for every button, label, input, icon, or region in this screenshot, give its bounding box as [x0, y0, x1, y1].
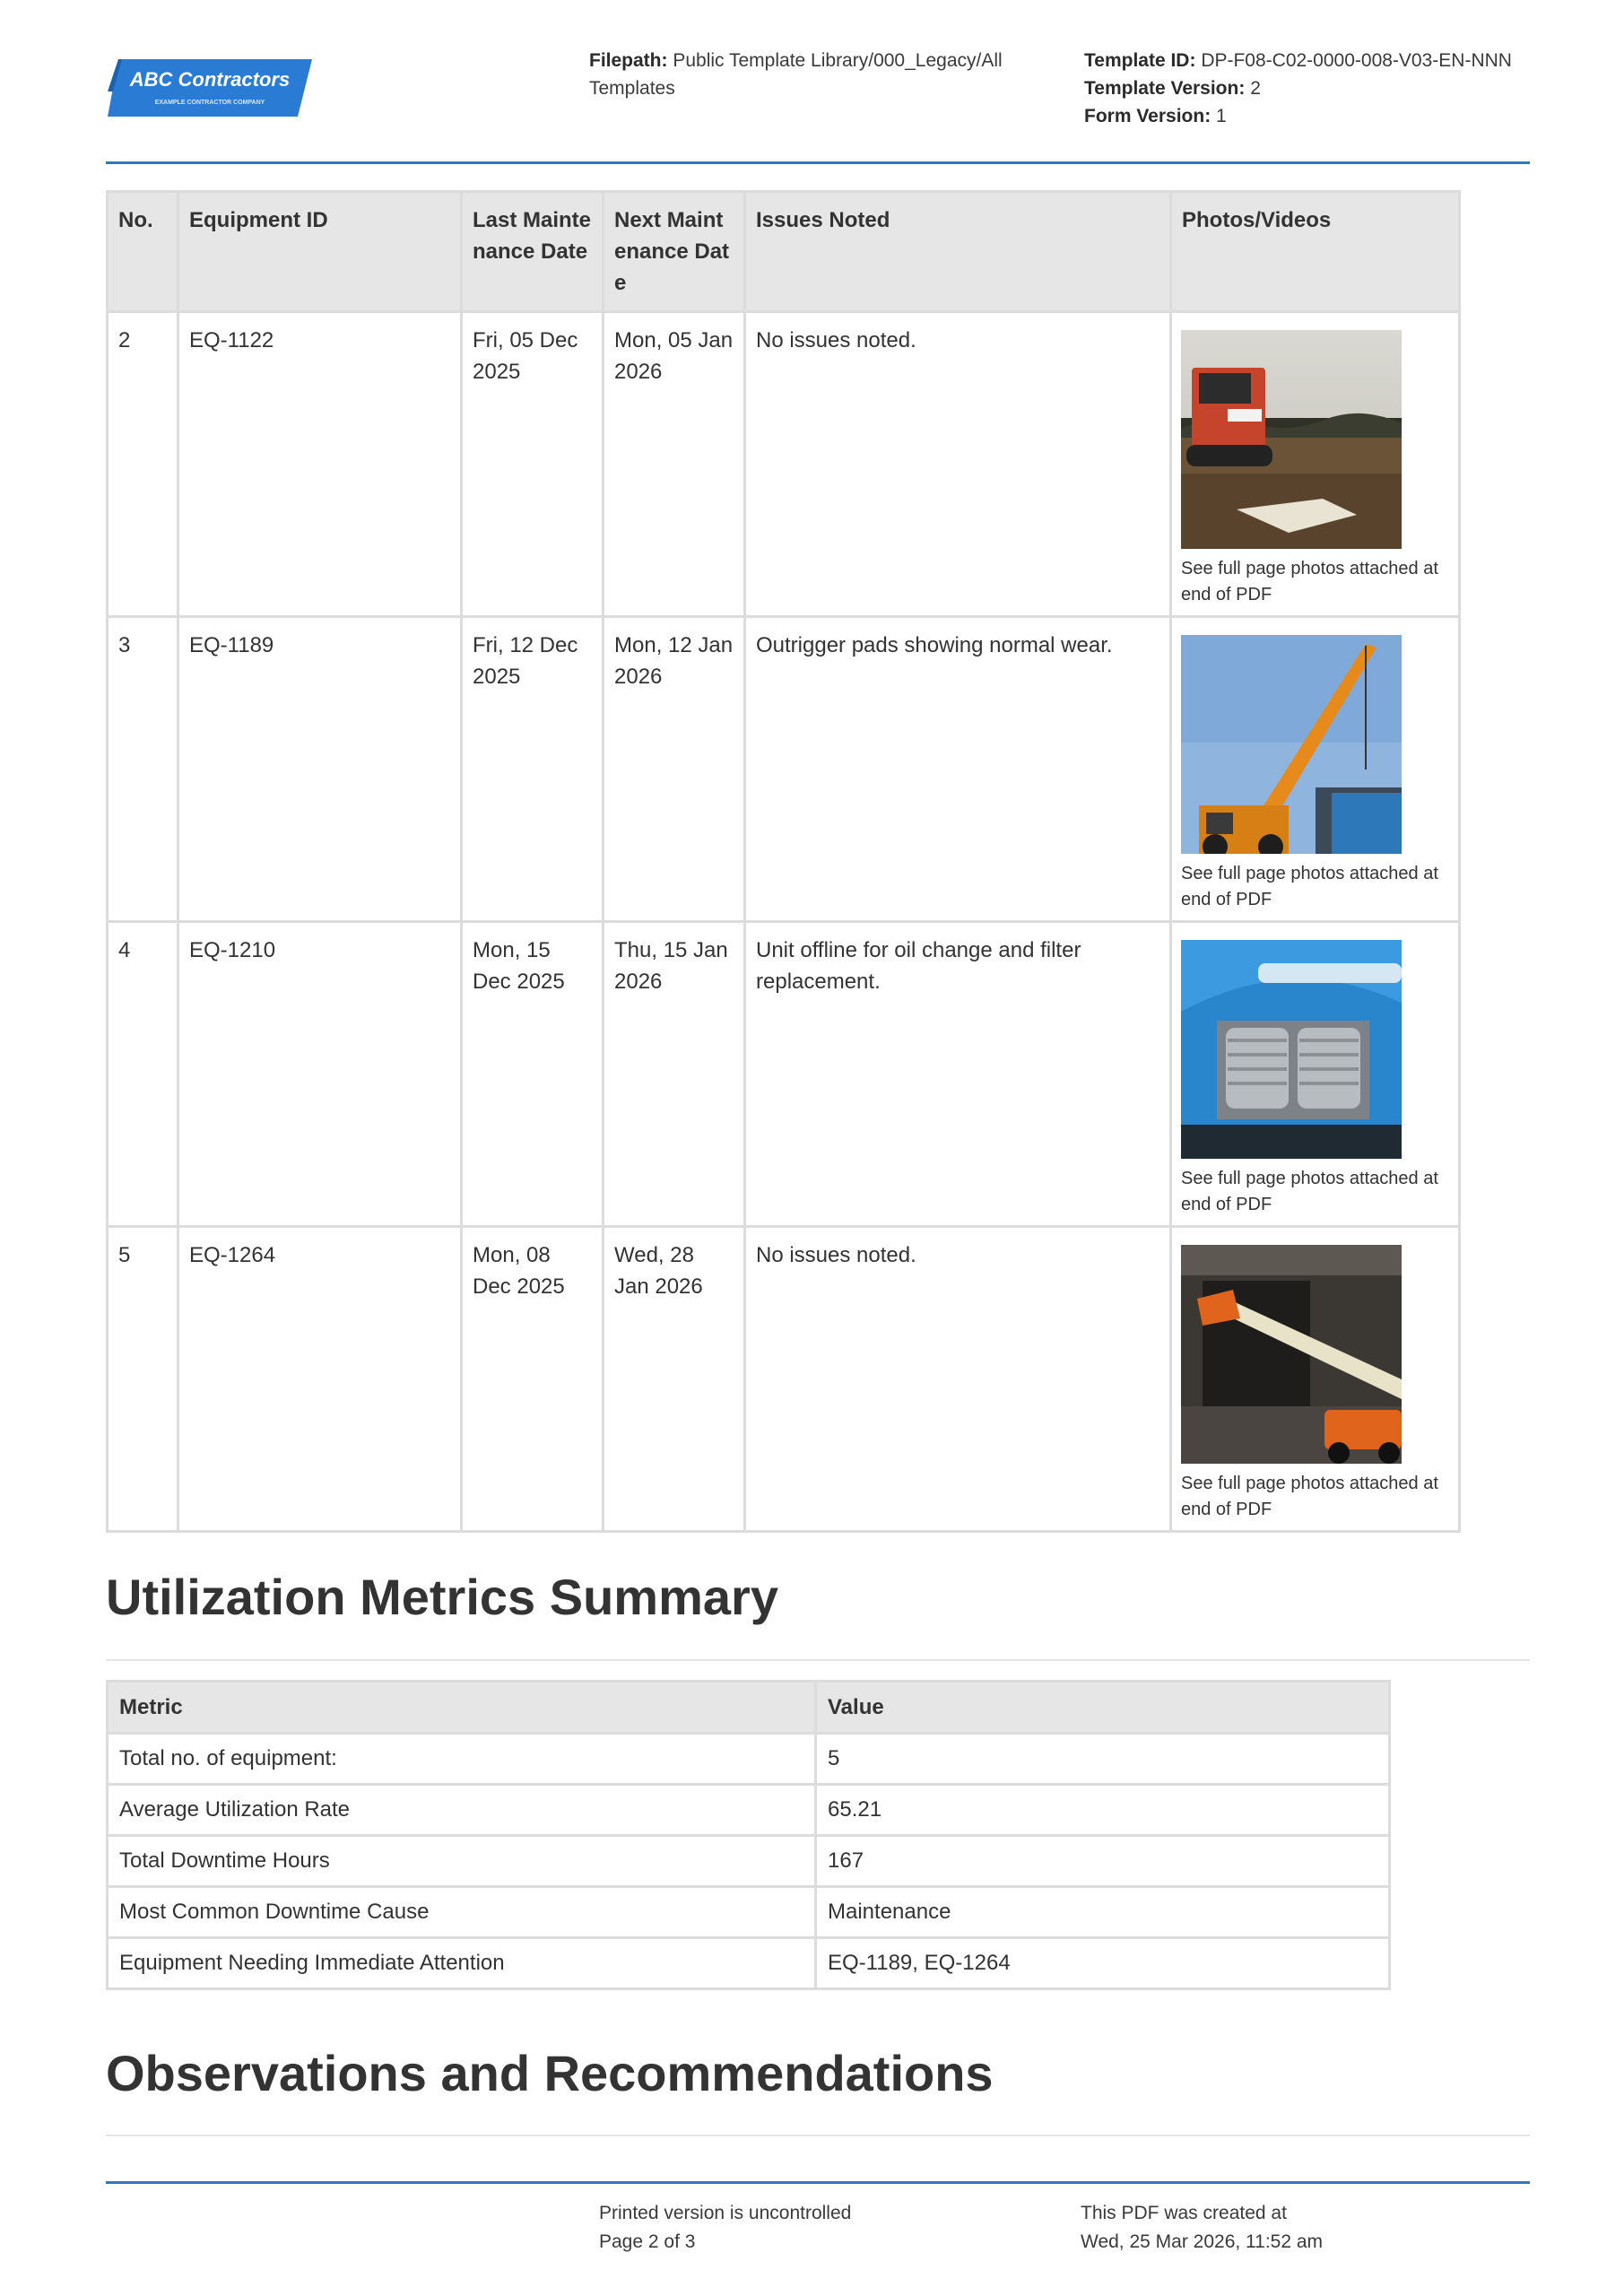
col-header-no: No.: [108, 192, 178, 312]
filepath-value: Public Template Library/000_Legacy/All Templates: [589, 50, 1003, 99]
form-version-label: Form Version:: [1084, 106, 1211, 126]
cell-metric: Total no. of equipment:: [108, 1734, 816, 1785]
cell-metric: Total Downtime Hours: [108, 1836, 816, 1887]
boom-lift-photo[interactable]: [1181, 1245, 1402, 1464]
template-meta: [1084, 47, 1586, 130]
cell-no: 4: [108, 922, 178, 1227]
cell-metric: Equipment Needing Immediate Attention: [108, 1938, 816, 1989]
table-row: [108, 617, 1460, 922]
col-header-equipment-id: Equipment ID: [178, 192, 462, 312]
cell-photo: [1171, 922, 1460, 1227]
col-header-photos: Photos/Videos: [1171, 192, 1460, 312]
mobile-crane-photo[interactable]: [1181, 635, 1402, 854]
page-number: Page 2 of 3: [599, 2231, 696, 2252]
footer-right: [1081, 2199, 1323, 2257]
cell-metric: Most Common Downtime Cause: [108, 1887, 816, 1938]
equipment-table: [106, 190, 1461, 1533]
cell-photo: [1171, 1227, 1460, 1532]
cell-metric: Average Utilization Rate: [108, 1785, 816, 1836]
template-id: [1084, 47, 1586, 74]
cell-issues: No issues noted.: [745, 312, 1171, 617]
form-version-value: 1: [1216, 106, 1227, 126]
table-row: [108, 312, 1460, 617]
cell-value: 65.21: [816, 1785, 1390, 1836]
metrics-table: [106, 1680, 1391, 1990]
cell-value: EQ-1189, EQ-1264: [816, 1938, 1390, 1989]
template-version-label: Template Version:: [1084, 78, 1246, 99]
cell-equipment-id: EQ-1210: [178, 922, 462, 1227]
created-label: This PDF was created at: [1081, 2203, 1287, 2223]
footer-left: [599, 2199, 851, 2257]
header-divider: [106, 161, 1530, 164]
cell-last-maintenance: Mon, 15 Dec 2025: [462, 922, 604, 1227]
template-id-label: Template ID:: [1084, 50, 1196, 71]
filepath-label: Filepath:: [589, 50, 668, 71]
cell-issues: Outrigger pads showing normal wear.: [745, 617, 1171, 922]
cell-last-maintenance: Fri, 12 Dec 2025: [462, 617, 604, 922]
cell-photo: [1171, 312, 1460, 617]
col-header-value: Value: [816, 1682, 1390, 1734]
table-row: [108, 922, 1460, 1227]
cell-no: 3: [108, 617, 178, 922]
svg-text:ABC Contractors: ABC Contractors: [129, 68, 291, 91]
cell-last-maintenance: Fri, 05 Dec 2025: [462, 312, 604, 617]
table-row: [108, 1836, 1390, 1887]
filepath-info: [589, 47, 1038, 102]
cell-equipment-id: EQ-1122: [178, 312, 462, 617]
photo-caption: See full page photos attached at end of PDF: [1181, 1474, 1438, 1519]
table-row: [108, 1785, 1390, 1836]
template-id-value: DP-F08-C02-0000-008-V03-EN-NNN: [1201, 50, 1512, 71]
diesel-engine-photo[interactable]: [1181, 940, 1402, 1159]
skid-steer-loader-photo[interactable]: [1181, 330, 1402, 549]
table-row: [108, 1227, 1460, 1532]
table-header-row: [108, 1682, 1390, 1734]
col-header-issues: Issues Noted: [745, 192, 1171, 312]
col-header-last-maintenance: Last Maintenance Date: [462, 192, 604, 312]
table-header-row: [108, 192, 1460, 312]
section-divider: [106, 2135, 1530, 2136]
created-timestamp: Wed, 25 Mar 2026, 11:52 am: [1081, 2231, 1324, 2252]
cell-no: 2: [108, 312, 178, 617]
uncontrolled-notice: Printed version is uncontrolled: [599, 2203, 852, 2223]
cell-value: 167: [816, 1836, 1390, 1887]
cell-issues: Unit offline for oil change and filter replacement.: [745, 922, 1171, 1227]
photo-caption: See full page photos attached at end of PDF: [1181, 1169, 1438, 1214]
table-row: [108, 1887, 1390, 1938]
template-version-value: 2: [1250, 78, 1261, 99]
section-divider: [106, 1659, 1530, 1661]
cell-photo: [1171, 617, 1460, 922]
cell-no: 5: [108, 1227, 178, 1532]
form-version: [1084, 102, 1586, 130]
cell-equipment-id: EQ-1189: [178, 617, 462, 922]
table-row: [108, 1938, 1390, 1989]
cell-next-maintenance: Mon, 12 Jan 2026: [604, 617, 745, 922]
svg-text:EXAMPLE CONTRACTOR COMPANY: EXAMPLE CONTRACTOR COMPANY: [154, 100, 265, 106]
cell-last-maintenance: Mon, 08 Dec 2025: [462, 1227, 604, 1532]
cell-value: 5: [816, 1734, 1390, 1785]
table-row: [108, 1734, 1390, 1785]
col-header-metric: Metric: [108, 1682, 816, 1734]
cell-next-maintenance: Wed, 28 Jan 2026: [604, 1227, 745, 1532]
section-title-observations: Observations and Recommendations: [106, 2045, 994, 2101]
cell-equipment-id: EQ-1264: [178, 1227, 462, 1532]
photo-caption: See full page photos attached at end of PDF: [1181, 864, 1438, 909]
template-version: [1084, 74, 1586, 102]
cell-issues: No issues noted.: [745, 1227, 1171, 1532]
col-header-next-maintenance: Next Maintenance Date: [604, 192, 745, 312]
company-logo: [106, 56, 314, 120]
photo-caption: See full page photos attached at end of PDF: [1181, 559, 1438, 604]
cell-next-maintenance: Thu, 15 Jan 2026: [604, 922, 745, 1227]
footer-divider: [106, 2181, 1530, 2184]
cell-value: Maintenance: [816, 1887, 1390, 1938]
cell-next-maintenance: Mon, 05 Jan 2026: [604, 312, 745, 617]
section-title-utilization: Utilization Metrics Summary: [106, 1569, 778, 1625]
